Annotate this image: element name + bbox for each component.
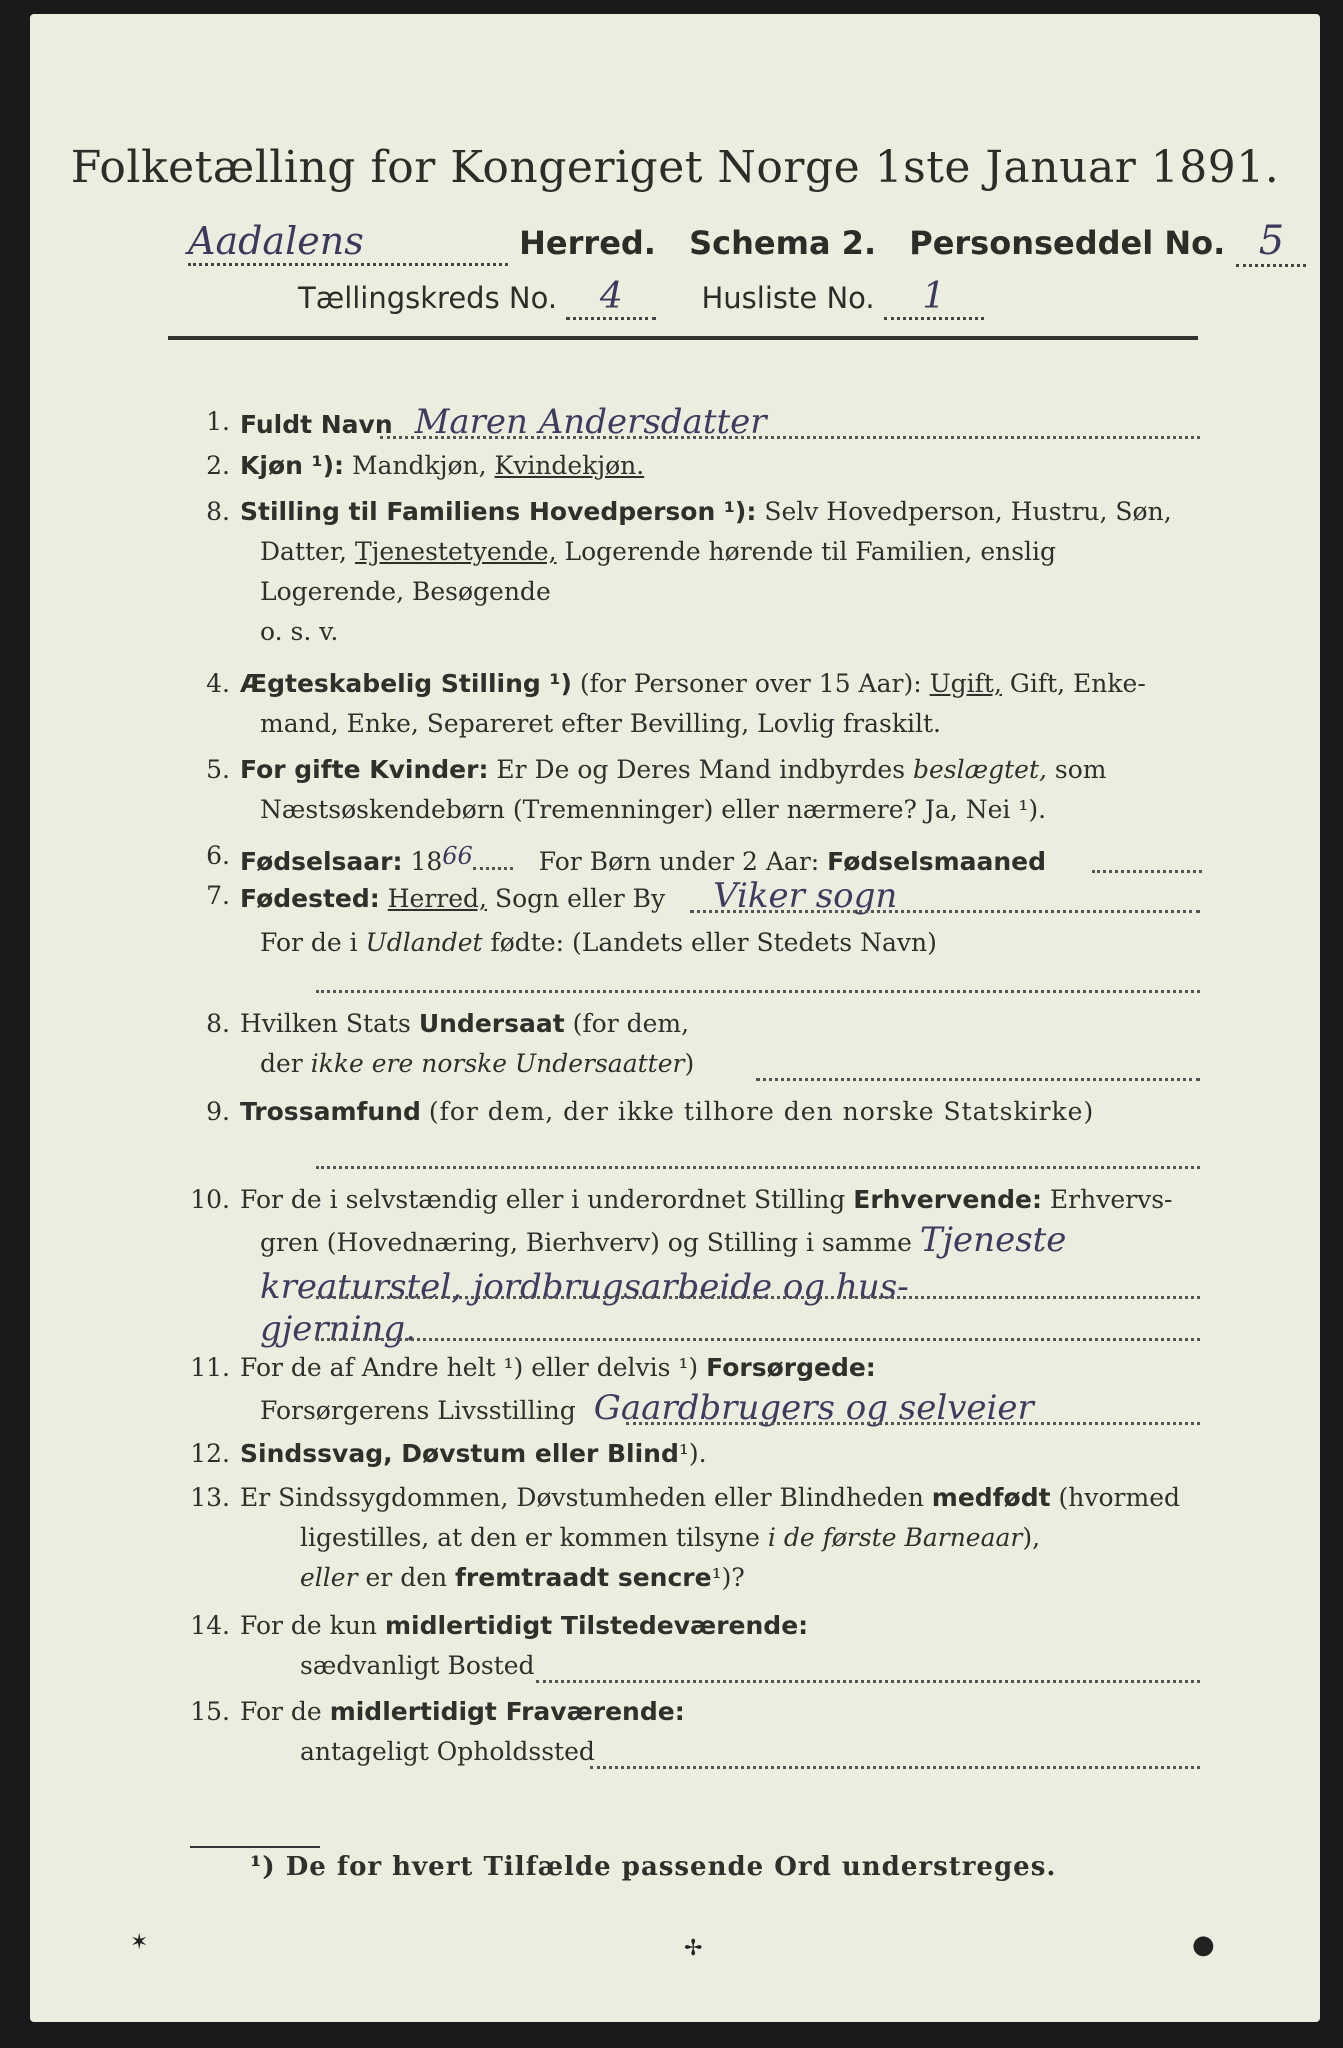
item-text xyxy=(240,664,1200,744)
option-text: antageligt Opholdssted xyxy=(300,1737,595,1766)
dotted-line xyxy=(380,436,1200,439)
dotted-line xyxy=(690,910,1200,913)
birth-month-label: Fødselsmaaned xyxy=(827,847,1047,876)
form-title: Folketælling for Kongeriget Norge 1ste Januar 1891. xyxy=(70,142,1280,193)
option-text: som xyxy=(1054,755,1107,784)
item-text xyxy=(240,1092,1200,1132)
religion-label: Trossamfund xyxy=(240,1097,421,1126)
option-text: (for Personer over 15 Aar): xyxy=(579,669,922,698)
item-text xyxy=(240,1348,1200,1431)
birthplace-value: Viker sogn xyxy=(713,876,898,916)
option-text: o. s. v. xyxy=(260,617,339,646)
option-text: ikke ere norske Undersaatter xyxy=(310,1049,685,1078)
header-row-1 xyxy=(188,218,1306,267)
option-selected: Tjenestetyende, xyxy=(354,537,557,566)
option-text: For de kun xyxy=(240,1611,378,1640)
dotted-line xyxy=(756,1078,1200,1081)
option-text: For de xyxy=(240,1697,322,1726)
dotted-line xyxy=(316,1296,1200,1299)
option-text: Er De og Deres Mand indbyrdes xyxy=(496,755,906,784)
option-text: Udlandet xyxy=(365,928,483,957)
item-text xyxy=(240,1180,1200,1349)
option-text: ) xyxy=(684,1049,695,1078)
husliste-value: 1 xyxy=(922,276,946,317)
header-row-2 xyxy=(298,276,984,320)
item-number: 7. xyxy=(206,881,230,910)
marital-status-label: Ægteskabelig Stilling ¹) xyxy=(240,669,572,698)
taellingskreds-field xyxy=(566,276,656,320)
personseddel-value: 5 xyxy=(1258,218,1285,264)
ink-mark: ✶ xyxy=(130,1930,149,1955)
option-text: mand, Enke, Separeret efter Bevilling, Lovlig fraskilt. xyxy=(260,709,941,738)
option-text: ), xyxy=(1022,1523,1041,1552)
ink-mark: ✢ xyxy=(684,1936,703,1961)
provider-occupation-value: Gaardbrugers og selveier xyxy=(593,1388,1034,1428)
item-text xyxy=(240,750,1200,830)
item-text xyxy=(240,446,1200,486)
option-text: (hvormed xyxy=(1058,1483,1181,1512)
option-text: Logerende, Besøgende xyxy=(260,577,551,606)
full-name-value: Maren Andersdatter xyxy=(414,402,767,442)
item-text xyxy=(240,1434,1200,1474)
occupation-value-2: kreaturstel, jordbrugsarbeide og hus- xyxy=(260,1267,909,1307)
occupation-value-1: Tjeneste xyxy=(919,1220,1067,1260)
personseddel-field xyxy=(1236,218,1306,267)
option-selected: Ugift, xyxy=(929,669,1002,698)
dotted-line xyxy=(316,1166,1200,1169)
gender-option-male: Mandkjøn, xyxy=(351,451,487,480)
item-number: 5. xyxy=(206,755,230,784)
married-women-label: For gifte Kvinder: xyxy=(240,755,489,784)
option-text: Forsørgerens Livsstilling xyxy=(260,1396,576,1425)
item-text xyxy=(240,1692,1200,1772)
option-text: (for dem, der ikke tilhore den norske Statskirke) xyxy=(428,1097,1095,1126)
option-text: sædvanligt Bosted xyxy=(300,1651,535,1680)
dotted-line xyxy=(316,990,1200,993)
option-text: Gift, Enke- xyxy=(1009,669,1146,698)
option-text: fødte: (Landets eller Stedets Navn) xyxy=(490,928,937,957)
dotted-line xyxy=(1092,870,1202,873)
birth-year-label: Fødselsaar: xyxy=(240,847,403,876)
item-number: 4. xyxy=(206,669,230,698)
dotted-line xyxy=(626,1422,1200,1425)
item-number: 10. xyxy=(190,1185,230,1214)
occupation-value-3: gjerning. xyxy=(260,1309,416,1349)
disability-label: Sindssvag, Døvstum eller Blind xyxy=(240,1439,679,1468)
option-text: For de i selvstændig eller i underordnet Stilling xyxy=(240,1185,846,1214)
option-text: eller xyxy=(300,1563,358,1592)
option-text: Datter, xyxy=(260,537,347,566)
husliste-field xyxy=(884,276,984,320)
option-text: ligestilles, at den er kommen tilsyne xyxy=(300,1523,760,1552)
congenital-label: medfødt xyxy=(931,1483,1051,1512)
option-text: i de første Barneaar xyxy=(767,1523,1023,1552)
dotted-line xyxy=(473,867,513,870)
onset-label: fremtraadt sencre xyxy=(455,1563,712,1592)
item-number: 1. xyxy=(206,407,230,436)
taellingskreds-value: 4 xyxy=(599,276,623,317)
option-text: Sogn eller By xyxy=(494,884,666,913)
item-number: 14. xyxy=(190,1611,230,1640)
option-text: For de i xyxy=(260,928,358,957)
husliste-label: Husliste No. xyxy=(701,281,875,315)
header-rule xyxy=(168,336,1198,340)
item-number: 12. xyxy=(190,1439,230,1468)
option-text: der xyxy=(260,1049,303,1078)
option-text: For Børn under 2 Aar: xyxy=(538,847,820,876)
family-position-label: Stilling til Familiens Hovedperson ¹): xyxy=(240,497,757,526)
option-text: Erhvervs- xyxy=(1049,1185,1173,1214)
option-text: For de af Andre helt ¹) eller delvis ¹) xyxy=(240,1353,699,1382)
item-number: 15. xyxy=(190,1697,230,1726)
gender-option-female: Kvindekjøn. xyxy=(494,451,645,480)
item-number: 9. xyxy=(206,1097,230,1126)
footnote: ¹) De for hvert Tilfælde passende Ord understreges. xyxy=(250,1852,1057,1882)
item-text xyxy=(240,492,1200,652)
dotted-line xyxy=(590,1766,1200,1769)
item-number: 11. xyxy=(190,1353,230,1382)
dotted-line xyxy=(536,1680,1200,1683)
item-text xyxy=(240,1606,1200,1686)
option-text: Næstsøskendebørn (Tremenninger) eller nærmere? Ja, Nei ¹). xyxy=(260,795,1047,824)
footnote-rule xyxy=(190,1846,320,1848)
dotted-line xyxy=(316,1338,1200,1341)
item-number: 8. xyxy=(206,1009,230,1038)
schema-label: Schema 2. xyxy=(689,224,877,262)
ink-mark: ● xyxy=(1192,1930,1215,1960)
family-position-options: Selv Hovedperson, Hustru, Søn, xyxy=(764,497,1172,526)
option-text: Er Sindssygdommen, Døvstumheden eller Blindheden xyxy=(240,1483,924,1512)
occupation-label: Erhvervende: xyxy=(853,1185,1042,1214)
citizenship-label: Undersaat xyxy=(418,1009,565,1038)
birth-year-value: 66 xyxy=(442,842,473,870)
option-text: Hvilken Stats xyxy=(240,1009,411,1038)
herred-field xyxy=(188,219,508,266)
item-text xyxy=(240,876,1200,963)
dependent-label: Forsørgede: xyxy=(706,1353,876,1382)
item-number: 13. xyxy=(190,1483,230,1512)
temporary-present-label: midlertidigt Tilstedeværende: xyxy=(384,1611,809,1640)
taellingskreds-label: Tællingskreds No. xyxy=(298,281,558,315)
birth-year-prefix: 18 xyxy=(410,847,443,876)
birthplace-label: Fødested: xyxy=(240,884,380,913)
item-text xyxy=(240,1004,1200,1084)
temporary-absent-label: midlertidigt Fraværende: xyxy=(329,1697,685,1726)
item-number: 8. xyxy=(206,497,230,526)
option-text: Logerende hørende til Familien, enslig xyxy=(564,537,1057,566)
gender-label: Kjøn ¹): xyxy=(240,451,344,480)
herred-label: Herred. xyxy=(519,224,656,262)
option-text: ¹). xyxy=(678,1439,707,1468)
census-form-page xyxy=(30,14,1320,2022)
option-text: ¹)? xyxy=(711,1563,745,1592)
option-text: gren (Hovednæring, Bierhverv) og Stilling i samme xyxy=(260,1228,912,1257)
option-selected: Herred, xyxy=(387,884,487,913)
item-number: 2. xyxy=(206,451,230,480)
option-text: er den xyxy=(365,1563,448,1592)
full-name-label: Fuldt Navn xyxy=(240,410,393,439)
item-number: 6. xyxy=(206,841,230,870)
option-text: beslægtet, xyxy=(913,755,1047,784)
item-text xyxy=(240,1478,1200,1598)
option-text: (for dem, xyxy=(572,1009,690,1038)
personseddel-label: Personseddel No. xyxy=(909,224,1226,262)
herred-value: Aadalens xyxy=(188,219,364,263)
